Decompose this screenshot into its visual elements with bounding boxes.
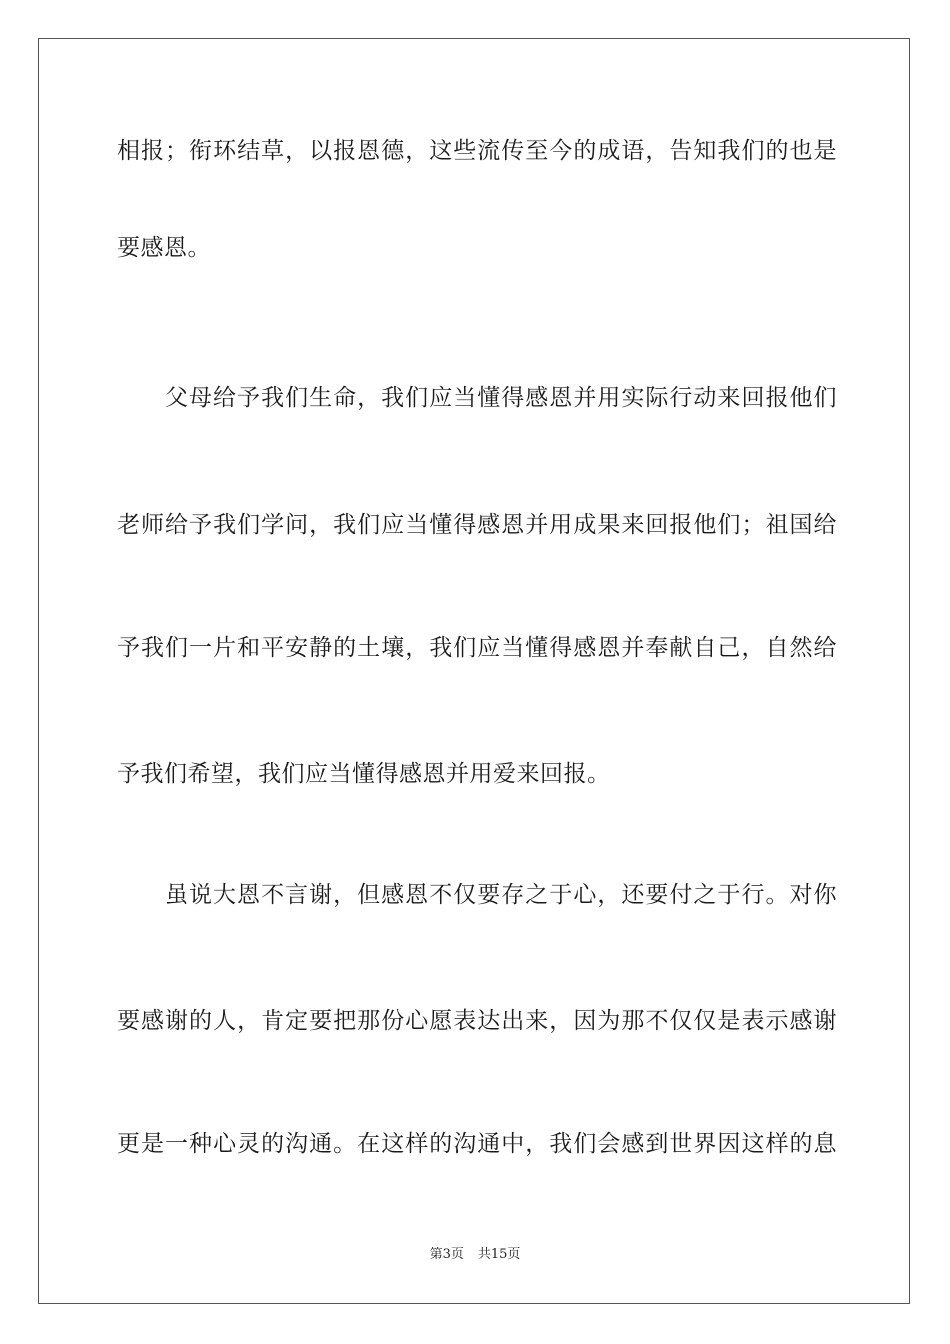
text-line: 要感谢的人，肯定要把那份心愿表达出来，因为那不仅仅是表示感谢 bbox=[117, 1008, 837, 1034]
text-line: 更是一种心灵的沟通。在这样的沟通中，我们会感到世界因这样的息 bbox=[117, 1131, 837, 1157]
text-line: 老师给予我们学问，我们应当懂得感恩并用成果来回报他们；祖国给 bbox=[117, 512, 837, 538]
text-line: 相报；衔环结草，以报恩德，这些流传至今的成语，告知我们的也是 bbox=[117, 138, 837, 164]
text-line: 予我们希望，我们应当懂得感恩并用爱来回报。 bbox=[117, 761, 611, 787]
text-line: 予我们一片和平安静的土壤，我们应当懂得感恩并奉献自己，自然给 bbox=[117, 635, 837, 661]
page-border bbox=[38, 38, 910, 1304]
paragraph-start-line: 虽说大恩不言谢，但感恩不仅要存之于心，还要付之于行。对你 bbox=[165, 882, 837, 908]
page-number: 第3页 bbox=[429, 1247, 464, 1262]
paragraph-start-line: 父母给予我们生命，我们应当懂得感恩并用实际行动来回报他们 bbox=[165, 385, 837, 411]
page-footer bbox=[0, 1246, 950, 1264]
page-total: 共15页 bbox=[477, 1247, 521, 1262]
text-line: 要感恩。 bbox=[117, 235, 211, 261]
